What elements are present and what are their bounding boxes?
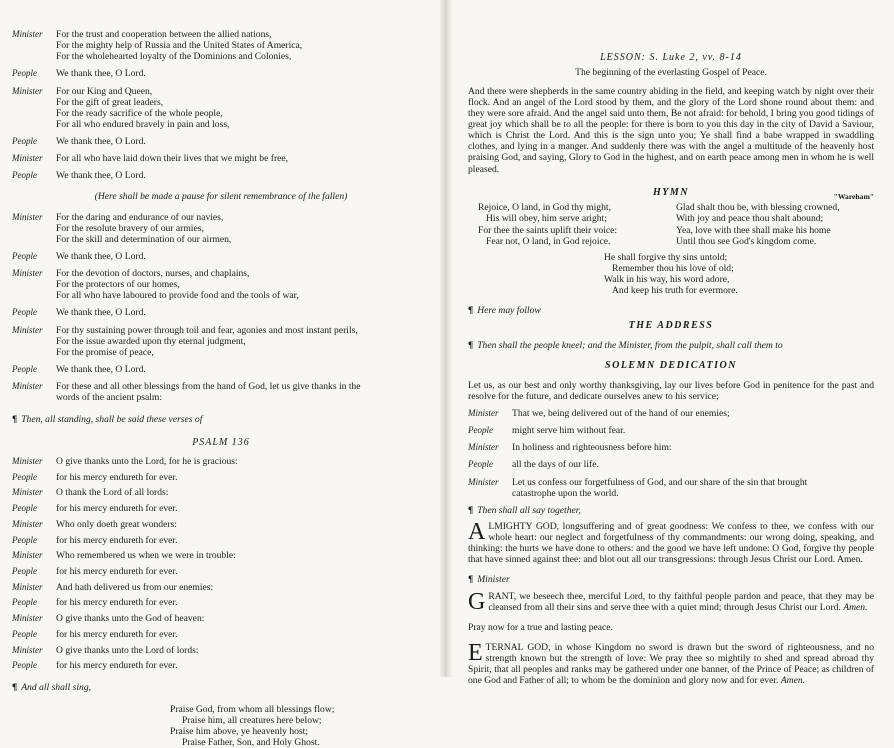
response-line: For the protectors of our homes, xyxy=(56,279,180,291)
eternal-prayer xyxy=(468,639,875,687)
response-row xyxy=(12,535,430,546)
response-text: And hath delivered us from our enemies: xyxy=(56,581,214,593)
response-text xyxy=(512,459,874,470)
response-row xyxy=(12,629,430,640)
pilcrow-mark: ¶ xyxy=(468,574,474,586)
kneel-rubric xyxy=(468,340,874,351)
lesson-title: LESSON: S. Luke 2, vv. 8-14 xyxy=(600,52,742,63)
response-text xyxy=(56,307,430,318)
response-line: For the wholehearted loyalty of the Dominions and Colonies, xyxy=(56,51,292,63)
response-text: for his mercy endureth for ever. xyxy=(56,534,178,546)
drop-cap: A xyxy=(468,518,486,545)
response-row xyxy=(468,425,874,436)
psalm-136 xyxy=(12,456,430,671)
verse-line: Praise him, all creatures here below; xyxy=(182,714,322,726)
response-line: We thank thee, O Lord. xyxy=(56,307,146,319)
intercessions-part-1 xyxy=(12,29,430,181)
response-text: Who only doeth great wonders: xyxy=(56,518,177,530)
response-text xyxy=(56,68,430,79)
speaker-label: People xyxy=(12,307,37,318)
response-line: For the trust and cooperation between the allied nations, xyxy=(56,29,272,40)
response-row xyxy=(12,268,430,301)
response-row xyxy=(12,472,430,483)
response-line: For the devotion of doctors, nurses, and chaplains, xyxy=(56,268,250,279)
response-row xyxy=(12,170,430,181)
speaker-label: People xyxy=(12,250,37,261)
verse-line: Praise him above, ye heavenly host; xyxy=(170,725,309,737)
response-text xyxy=(56,212,430,245)
speaker-label: People xyxy=(12,660,37,671)
speaker-label: People xyxy=(12,534,37,545)
response-row xyxy=(12,519,430,530)
speaker-label: Minister xyxy=(12,581,43,592)
response-line: For all who have laid down their lives that we might be free, xyxy=(56,153,289,165)
eternal-amen: Amen. xyxy=(780,675,806,687)
speaker-label: Minister xyxy=(12,85,43,96)
may-follow-rubric xyxy=(468,305,874,316)
standing-rubric-text: Then, all standing, shall be said these verses of xyxy=(21,414,203,426)
eternal-opening: TERNAL GOD, xyxy=(485,641,551,653)
pilcrow-mark: ¶ xyxy=(12,414,18,426)
response-text xyxy=(512,408,874,419)
hymn-verse-2 xyxy=(676,202,874,247)
response-row xyxy=(12,212,430,245)
lesson-text: And there were shepherds in the same country abiding in the field, and keeping watch by night over their flock. And an angel of the Lord stood by them, and the glory of the Lord shone round about them: and they were sore afraid. And the angel said unto them, Be not afraid: for behold, I bring you good tidings of great joy which shall be to all the people: for there is born to you this day in the city of David a Saviour, which is Christ the Lord. And this is the sign unto you; Ye shall find a babe wrapped in swaddling clothes, and lying in a manger. And suddenly there was with the angel a multitude of the heavenly host praising God, and saying, Glory to God in the highest, and on earth peace among men in whom he is well pleased. xyxy=(468,85,874,175)
verse-line: Remember thou his love of old; xyxy=(612,262,734,274)
minister-rubric-text: Minister xyxy=(477,574,510,586)
drop-cap: E xyxy=(468,639,483,666)
right-page xyxy=(452,0,894,687)
response-text: O give thanks unto the Lord of lords: xyxy=(56,644,199,656)
speaker-label: Minister xyxy=(12,29,43,39)
response-line: For all who have laboured to provide food and the tools of war, xyxy=(56,290,299,302)
dedication-intro: Let us, as our best and only worthy thanksgiving, lay our lives before God in penitence for the past and resolve for the future, and dedicate ourselves anew to his service; xyxy=(468,379,874,402)
response-text: for his mercy endureth for ever. xyxy=(56,628,178,640)
speaker-label: Minister xyxy=(468,442,499,453)
response-text xyxy=(56,251,430,262)
lesson-subtitle: The beginning of the everlasting Gospel of Peace. xyxy=(575,66,767,78)
left-page xyxy=(0,0,440,748)
pilcrow-mark: ¶ xyxy=(468,340,474,352)
verse-line: His will obey, him serve aright; xyxy=(486,213,607,225)
dedication-heading: SOLEMN DEDICATION xyxy=(605,360,737,372)
response-line: For the issue awarded upon thy eternal judgment, xyxy=(56,335,246,347)
drop-cap: G xyxy=(468,588,486,615)
response-line: For the ready sacrifice of the whole people, xyxy=(56,107,223,119)
response-row xyxy=(12,364,430,375)
verse-line: Walk in his way, his word adore, xyxy=(604,274,730,286)
verse-line: Yea, love with thee shall make his home xyxy=(676,224,831,236)
response-line: For thy sustaining power through toil and fear, agonies and most instant perils, xyxy=(56,324,358,336)
verse-line: Rejoice, O land, in God thy might, xyxy=(478,202,611,214)
verse-line: Praise God, from whom all blessings flow; xyxy=(170,703,335,715)
verse-line: Fear not, O land, in God rejoice. xyxy=(486,235,611,247)
response-text xyxy=(56,136,430,147)
response-line: catastrophe upon the world. xyxy=(512,487,619,499)
response-line: In holiness and righteousness before him: xyxy=(512,442,672,454)
pilcrow-mark: ¶ xyxy=(468,504,474,516)
hymn-heading-text: HYMN xyxy=(653,186,689,198)
response-text xyxy=(56,29,430,62)
hymn-heading xyxy=(468,187,874,199)
speaker-label: Minister xyxy=(12,518,43,529)
hymn-tune: "Wareham" xyxy=(833,191,874,201)
response-row xyxy=(468,459,874,470)
response-row xyxy=(12,29,430,62)
response-row xyxy=(12,597,430,608)
response-row xyxy=(468,442,874,453)
response-text xyxy=(56,364,430,375)
verse-line: For thee the saints uplift their voice: xyxy=(478,224,618,236)
response-line: We thank thee, O Lord. xyxy=(56,136,146,147)
speaker-label: Minister xyxy=(468,476,499,487)
response-line: For the mighty help of Russia and the United States of America, xyxy=(56,40,303,52)
confession-body: longsuffering and of great goodness: We confess to thee, we confess with our whole heart: our neglect and forgetfulness of thy commandments: our wrong doing, speaking, and thinking: the hurts we have done to others: and the good we have left undone: O God, forgive thy people that have sinned against thee: and blot out all our transgressions: through Jesus Christ our Lord. Amen. xyxy=(468,520,874,566)
say-together-rubric xyxy=(468,505,874,516)
address-heading: THE ADDRESS xyxy=(628,320,714,332)
hymn-verse-1 xyxy=(478,202,676,247)
speaker-label: Minister xyxy=(12,550,43,561)
response-text xyxy=(512,425,874,436)
sing-rubric xyxy=(12,682,430,693)
response-line: For these and all other blessings from the hand of God, let us give thanks in the xyxy=(56,381,361,392)
response-line: We thank thee, O Lord. xyxy=(56,363,146,375)
response-row xyxy=(12,487,430,498)
speaker-label: Minister xyxy=(12,324,43,335)
response-text: for his mercy endureth for ever. xyxy=(56,503,178,515)
verse-line: Until thou see God's kingdom come. xyxy=(676,235,817,247)
response-row xyxy=(12,68,430,79)
response-line: For all who endured bravely in pain and loss, xyxy=(56,118,230,130)
dedication-responses xyxy=(468,408,874,499)
response-line: For the gift of great leaders, xyxy=(56,96,164,108)
hymn-verse-3 xyxy=(468,252,874,297)
response-text: O thank the Lord of all lords: xyxy=(56,487,169,499)
response-line: For the resolute bravery of our armies, xyxy=(56,222,204,234)
response-line: We thank thee, O Lord. xyxy=(56,170,146,182)
hymn-verses xyxy=(468,202,874,247)
response-row xyxy=(12,381,430,403)
response-text: O give thanks unto the God of heaven: xyxy=(56,613,205,625)
response-text: O give thanks unto the Lord, for he is gracious: xyxy=(56,455,238,467)
speaker-label: Minister xyxy=(12,211,43,222)
response-line: For our King and Queen, xyxy=(56,85,153,97)
sing-rubric-text: And all shall sing, xyxy=(21,682,92,694)
speaker-label: People xyxy=(12,503,37,514)
psalm-title: PSALM 136 xyxy=(192,437,250,449)
speaker-label: Minister xyxy=(12,644,43,655)
response-text xyxy=(56,86,430,131)
intercessions-part-2 xyxy=(12,212,430,404)
pilcrow-mark: ¶ xyxy=(468,305,474,317)
speaker-label: Minister xyxy=(12,613,43,624)
speaker-label: People xyxy=(12,136,37,146)
response-line: For the skill and determination of our airmen, xyxy=(56,233,232,245)
verse-line: With joy and peace thou shalt abound; xyxy=(676,213,824,225)
response-line: might serve him without fear. xyxy=(512,425,626,437)
response-text xyxy=(56,325,430,358)
say-together-text: Then shall all say together, xyxy=(477,504,581,516)
response-text: for his mercy endureth for ever. xyxy=(56,597,178,609)
response-row xyxy=(12,86,430,131)
response-text xyxy=(56,381,430,403)
response-line: Let us confess our forgetfulness of God, and our share of the sin that brought xyxy=(512,476,808,488)
response-row xyxy=(12,136,430,147)
response-line: For the daring and endurance of our navies, xyxy=(56,211,224,223)
pray-line: Pray now for a true and lasting peace. xyxy=(468,621,613,633)
response-line: For the promise of peace, xyxy=(56,346,154,358)
speaker-label: Minister xyxy=(12,455,43,466)
response-text xyxy=(56,268,430,301)
eternal-body: in whose Kingdom no sword is drawn but the sword of righteousness, and no strength known but the strength of love: We pray thee so mightily to shed and spread abroad thy Spirit, that all peoples and ranks may be gathered under one banner, of the Prince of Peace; as children of one God and Father of all; to whom be the dominion and glory now and for ever. xyxy=(468,641,875,687)
may-follow-text: Here may follow xyxy=(477,305,541,317)
confession-prayer xyxy=(468,518,874,566)
confession-opening: LMIGHTY GOD, xyxy=(488,520,560,532)
book-gutter xyxy=(440,0,452,677)
response-row xyxy=(12,153,430,164)
grant-opening: RANT, xyxy=(488,590,517,602)
speaker-label: Minister xyxy=(12,153,43,164)
response-row xyxy=(12,566,430,577)
response-row xyxy=(468,408,874,419)
grant-body: we beseech thee, merciful Lord, to thy faithful people pardon and peace, that they may be cleansed from all their sins and serve thee with a quiet mind; through Jesus Christ our Lord. xyxy=(488,590,874,613)
speaker-label: People xyxy=(12,628,37,639)
response-text xyxy=(512,477,874,499)
verse-line: Glad shalt thou be, with blessing crowned, xyxy=(676,202,840,214)
verse-line: Praise Father, Son, and Holy Ghost. xyxy=(182,736,320,748)
speaker-label: People xyxy=(468,459,493,470)
response-row xyxy=(12,307,430,318)
response-row xyxy=(12,251,430,262)
grant-prayer xyxy=(468,588,874,615)
response-text xyxy=(56,170,430,181)
response-row xyxy=(12,582,430,593)
speaker-label: People xyxy=(12,170,37,181)
speaker-label: People xyxy=(12,363,37,374)
response-text: for his mercy endureth for ever. xyxy=(56,471,178,483)
speaker-label: People xyxy=(12,68,37,79)
response-row xyxy=(12,325,430,358)
response-line: We thank thee, O Lord. xyxy=(56,250,146,262)
response-row xyxy=(12,645,430,656)
doxology xyxy=(12,704,430,748)
kneel-rubric-text: Then shall the people kneel; and the Minister, from the pulpit, shall call them to xyxy=(477,340,783,352)
speaker-label: Minister xyxy=(12,381,43,391)
speaker-label: People xyxy=(468,425,493,436)
response-row xyxy=(12,503,430,514)
response-text xyxy=(56,153,430,164)
response-text: for his mercy endureth for ever. xyxy=(56,660,178,672)
speaker-label: Minister xyxy=(12,268,43,278)
speaker-label: People xyxy=(12,471,37,482)
response-row xyxy=(12,613,430,624)
grant-amen: Amen. xyxy=(843,601,868,613)
response-row xyxy=(12,550,430,561)
speaker-label: People xyxy=(12,597,37,608)
speaker-label: Minister xyxy=(12,487,43,498)
verse-line: He shall forgive thy sins untold; xyxy=(604,251,728,263)
response-text: Who remembered us when we were in trouble: xyxy=(56,550,236,562)
speaker-label: Minister xyxy=(468,408,499,418)
response-line: all the days of our life. xyxy=(512,459,599,471)
standing-rubric xyxy=(12,414,430,425)
response-row xyxy=(12,660,430,671)
response-row xyxy=(468,477,874,499)
response-row xyxy=(12,456,430,467)
verse-line: And keep his truth for evermore. xyxy=(612,285,738,297)
response-text: for his mercy endureth for ever. xyxy=(56,566,178,577)
response-text xyxy=(512,442,874,453)
speaker-label: People xyxy=(12,566,37,576)
minister-rubric xyxy=(468,574,874,585)
pause-rubric: (Here shall be made a pause for silent remembrance of the fallen) xyxy=(94,191,348,203)
response-line: That we, being delivered out of the hand of our enemies; xyxy=(512,408,730,419)
response-line: We thank thee, O Lord. xyxy=(56,68,146,80)
response-line: words of the ancient psalm: xyxy=(56,392,163,404)
pilcrow-mark: ¶ xyxy=(12,682,18,694)
